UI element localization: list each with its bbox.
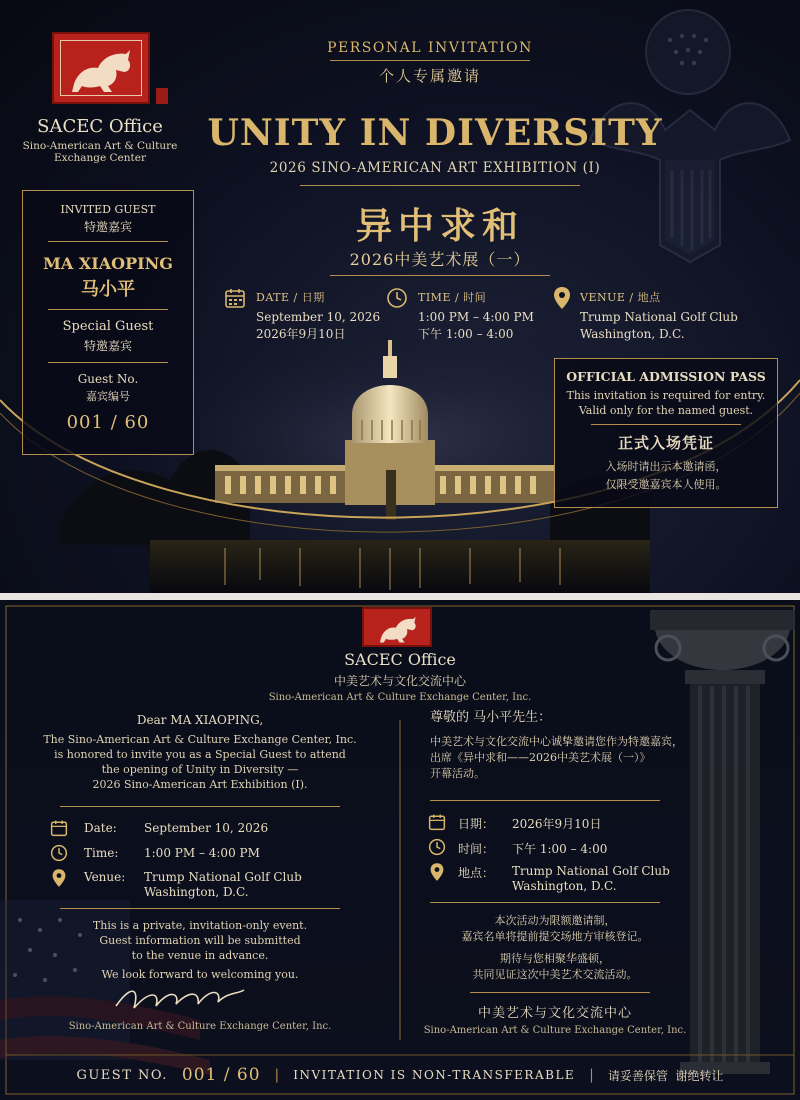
en-paragraph-1: The Sino-American Art & Culture Exchange Center, Inc. bbox=[43, 733, 357, 746]
zh-note-2: 嘉宾名单将提前提交场地方审核登记。 bbox=[461, 930, 649, 943]
en-paragraph-2: is honored to invite you as a Special Guest to attend bbox=[54, 748, 346, 761]
pass-line2-en: Valid only for the named guest. bbox=[578, 404, 754, 417]
date-value-en: September 10, 2026 bbox=[256, 310, 381, 324]
pass-line1-zh: 入场时请出示本邀请函， bbox=[605, 460, 727, 473]
zh-time-label: 时间： bbox=[458, 842, 495, 856]
letter-office-name: SACEC Office bbox=[344, 650, 456, 669]
en-venue-value-1: Trump National Golf Club bbox=[144, 870, 302, 884]
zh-clock-icon bbox=[428, 838, 446, 856]
footer-keep-zh: 请妥善保管 谢绝转让 bbox=[607, 1068, 724, 1083]
horse-icon bbox=[68, 44, 138, 96]
office-name: SACEC Office bbox=[37, 116, 163, 137]
calendar-icon bbox=[224, 287, 246, 309]
en-venue-value-2: Washington, D.C. bbox=[144, 885, 249, 899]
date-value-zh: 2026年9月10日 bbox=[256, 327, 346, 341]
guest-no-label-en: Guest No. bbox=[77, 372, 139, 386]
small-stamp bbox=[156, 88, 168, 104]
venue-label: VENUE / 地点 bbox=[580, 291, 661, 304]
time-value-en: 1:00 PM – 4:00 PM bbox=[418, 310, 534, 324]
office-sub-2: Exchange Center bbox=[54, 152, 146, 164]
guest-name-en: MA XIAOPING bbox=[43, 254, 173, 273]
guest-name-zh: 马小平 bbox=[81, 279, 135, 300]
office-sub-1: Sino-American Art & Culture bbox=[22, 140, 178, 152]
zh-signature-org-en: Sino-American Art & Culture Exchange Center, Inc. bbox=[423, 1025, 687, 1036]
letter-office-en: Sino-American Art & Culture Exchange Center, Inc. bbox=[268, 692, 532, 703]
pass-line1-en: This invitation is required for entry. bbox=[566, 389, 766, 402]
main-title-en: UNITY IN DIVERSITY bbox=[207, 112, 663, 154]
en-signature-org: Sino-American Art & Culture Exchange Center, Inc. bbox=[68, 1021, 332, 1032]
main-title-zh: 异中求和 bbox=[355, 205, 524, 247]
en-paragraph-4: 2026 Sino-American Art Exhibition (I). bbox=[92, 778, 308, 791]
signature-icon bbox=[110, 980, 250, 1016]
zh-note-1: 本次活动为限额邀请制， bbox=[494, 914, 616, 927]
zh-venue-value-2: Washington, D.C. bbox=[512, 879, 617, 893]
clock-icon bbox=[386, 287, 408, 309]
guest-no-label-zh: 嘉宾编号 bbox=[86, 390, 130, 403]
en-paragraph-3: the opening of Unity in Diversity — bbox=[101, 763, 299, 776]
invited-guest-en: INVITED GUEST bbox=[60, 203, 156, 216]
footer-separator-2: | bbox=[589, 1067, 594, 1083]
en-date-label: Date: bbox=[84, 821, 117, 835]
horse-icon-small bbox=[374, 613, 424, 645]
en-time-value: 1:00 PM – 4:00 PM bbox=[144, 846, 260, 860]
guest-no-value: 001 / 60 bbox=[66, 412, 150, 433]
admission-pass-box bbox=[554, 358, 778, 508]
pass-line2-zh: 仅限受邀嘉宾本人使用。 bbox=[605, 478, 727, 491]
sacec-seal-logo-small bbox=[362, 607, 432, 647]
zh-paragraph-3: 开幕活动。 bbox=[430, 767, 485, 780]
zh-venue-value-1: Trump National Golf Club bbox=[512, 864, 670, 878]
zh-note-3: 期待与您相聚华盛顿， bbox=[500, 952, 610, 965]
en-greeting: Dear MA XIAOPING, bbox=[136, 713, 264, 727]
location-pin-icon bbox=[552, 286, 572, 310]
footer-guest-label: GUEST NO. bbox=[76, 1067, 168, 1083]
guest-panel bbox=[22, 190, 194, 455]
zh-paragraph-1: 中美艺术与文化交流中心诚挚邀请您作为特邀嘉宾， bbox=[430, 735, 683, 748]
zh-calendar-icon bbox=[428, 813, 446, 831]
en-time-label: Time: bbox=[84, 846, 119, 860]
footer-non-transferable: INVITATION IS NON-TRANSFERABLE bbox=[293, 1068, 576, 1082]
en-clock-icon bbox=[50, 844, 68, 862]
date-label: DATE / 日期 bbox=[256, 291, 325, 304]
footer-separator-1: | bbox=[274, 1067, 280, 1083]
subtitle-zh: 2026中美艺术展（一） bbox=[349, 250, 531, 269]
venue-value-2: Washington, D.C. bbox=[580, 327, 685, 341]
personal-invitation-en: PERSONAL INVITATION bbox=[327, 40, 533, 56]
zh-note-4: 共同见证这次中美艺术交流活动。 bbox=[472, 968, 638, 981]
sacec-seal-logo bbox=[52, 32, 150, 104]
zh-paragraph-2: 出席《异中求和——2026中美艺术展（一）》 bbox=[430, 751, 651, 764]
en-date-value: September 10, 2026 bbox=[144, 821, 269, 835]
zh-date-value: 2026年9月10日 bbox=[512, 817, 602, 831]
card-gap bbox=[0, 593, 800, 600]
zh-venue-label: 地点： bbox=[458, 866, 495, 880]
zh-date-label: 日期： bbox=[458, 817, 495, 831]
zh-time-value: 下午 1:00 – 4:00 bbox=[512, 842, 608, 856]
zh-signature-org: 中美艺术与文化交流中心 bbox=[477, 1006, 632, 1021]
invitation-letter bbox=[0, 600, 800, 1100]
en-note-2: Guest information will be submitted bbox=[99, 934, 301, 947]
letter-office-zh: 中美艺术与文化交流中心 bbox=[333, 674, 466, 688]
time-label: TIME / 时间 bbox=[418, 291, 487, 304]
en-location-pin-icon bbox=[51, 868, 67, 888]
en-note-4: We look forward to welcoming you. bbox=[101, 968, 299, 981]
en-note-1: This is a private, invitation-only event. bbox=[92, 919, 308, 932]
venue-value-1: Trump National Golf Club bbox=[580, 310, 738, 324]
personal-invitation-zh: 个人专属邀请 bbox=[378, 67, 481, 85]
en-calendar-icon bbox=[50, 819, 68, 837]
time-value-zh: 下午 1:00 – 4:00 bbox=[418, 327, 514, 341]
invited-guest-zh: 特邀嘉宾 bbox=[83, 220, 132, 234]
footer-guest-no: 001 / 60 bbox=[181, 1065, 261, 1085]
en-venue-label: Venue: bbox=[84, 870, 126, 884]
pass-title-en: OFFICIAL ADMISSION PASS bbox=[566, 369, 766, 384]
en-note-3: to the venue in advance. bbox=[131, 949, 269, 962]
zh-location-pin-icon bbox=[429, 862, 445, 882]
guest-role-zh: 特邀嘉宾 bbox=[83, 339, 132, 353]
guest-role-en: Special Guest bbox=[62, 319, 154, 334]
footer-bar bbox=[6, 1056, 794, 1094]
pass-title-zh: 正式入场凭证 bbox=[617, 434, 714, 452]
subtitle-en: 2026 SINO-AMERICAN ART EXHIBITION (I) bbox=[269, 160, 601, 176]
zh-greeting: 尊敬的 马小平先生： bbox=[430, 710, 552, 725]
